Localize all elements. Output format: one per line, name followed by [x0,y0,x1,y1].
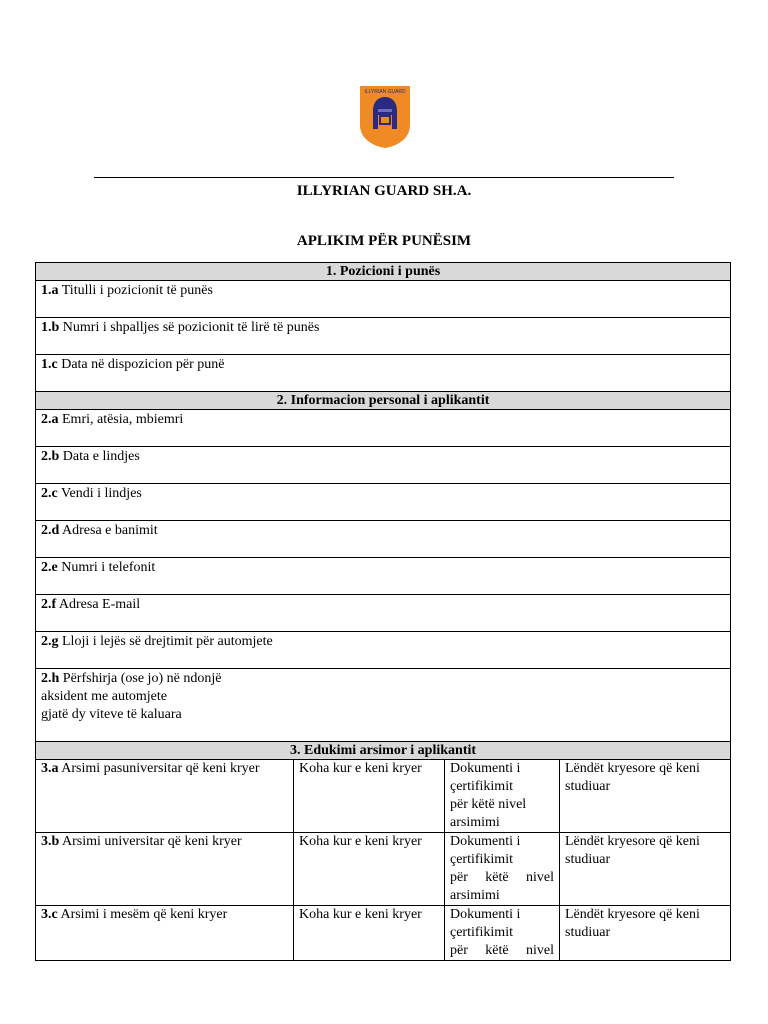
field-2d[interactable]: 2.d Adresa e banimit [36,521,731,558]
education-row [36,833,731,906]
form-row [36,447,731,484]
field-3c[interactable]: 3.c Arsimi i mesëm që keni kryer [36,906,294,961]
header-rule [94,177,674,178]
field-1c[interactable]: 1.c Data në dispozicion për punë [36,355,731,392]
field-3c-time[interactable]: Koha kur e keni kryer [294,906,445,961]
field-2c[interactable]: 2.c Vendi i lindjes [36,484,731,521]
field-3a[interactable]: 3.a Arsimi pasuniversitar që keni kryer [36,760,294,833]
form-row [36,669,731,742]
logo-text: ILLYRIAN GUARD [364,89,406,95]
field-3b[interactable]: 3.b Arsimi universitar që keni kryer [36,833,294,906]
field-3c-subjects[interactable]: Lëndët kryesore që keni studiuar [560,906,731,961]
section-3-heading: 3. Edukimi arsimor i aplikantit [36,742,731,760]
field-2e[interactable]: 2.e Numri i telefonit [36,558,731,595]
form-row [36,318,731,355]
company-logo [359,85,411,149]
field-3b-subjects[interactable]: Lëndët kryesore që keni studiuar [560,833,731,906]
education-row [36,760,731,833]
document-title: APLIKIM PËR PUNËSIM [296,233,472,249]
form-row [36,632,731,669]
form-row [36,355,731,392]
section-2-heading: 2. Informacion personal i aplikantit [36,392,731,410]
field-3c-document[interactable]: Dokumenti i çertifikimit për këtë nivel [445,906,560,961]
form-row [36,521,731,558]
form-row [36,484,731,521]
section-heading [36,742,731,760]
field-2b[interactable]: 2.b Data e lindjes [36,447,731,484]
form-row [36,281,731,318]
field-2h[interactable]: 2.h Përfshirja (ose jo) në ndonjë aksident me automjete gjatë dy viteve të kaluara [36,669,731,742]
section-heading [36,392,731,410]
field-3b-document[interactable]: Dokumenti i çertifikimit për këtë nivel arsimimi [445,833,560,906]
field-1a[interactable]: 1.a Titulli i pozicionit të punës [36,281,731,318]
field-2f[interactable]: 2.f Adresa E-mail [36,595,731,632]
field-3a-time[interactable]: Koha kur e keni kryer [294,760,445,833]
application-form [35,262,731,961]
field-3a-document[interactable]: Dokumenti i çertifikimit për këtë nivel arsimimi [445,760,560,833]
education-row [36,906,731,961]
form-row [36,595,731,632]
field-3b-time[interactable]: Koha kur e keni kryer [294,833,445,906]
form-row [36,410,731,447]
section-heading [36,263,731,281]
section-1-heading: 1. Pozicioni i punës [36,263,731,281]
form-row [36,558,731,595]
company-name: ILLYRIAN GUARD SH.A. [296,183,472,199]
field-1b[interactable]: 1.b Numri i shpalljes së pozicionit të lirë të punës [36,318,731,355]
field-2a[interactable]: 2.a Emri, atësia, mbiemri [36,410,731,447]
field-2g[interactable]: 2.g Lloji i lejës së drejtimit për automjete [36,632,731,669]
field-3a-subjects[interactable]: Lëndët kryesore që keni studiuar [560,760,731,833]
